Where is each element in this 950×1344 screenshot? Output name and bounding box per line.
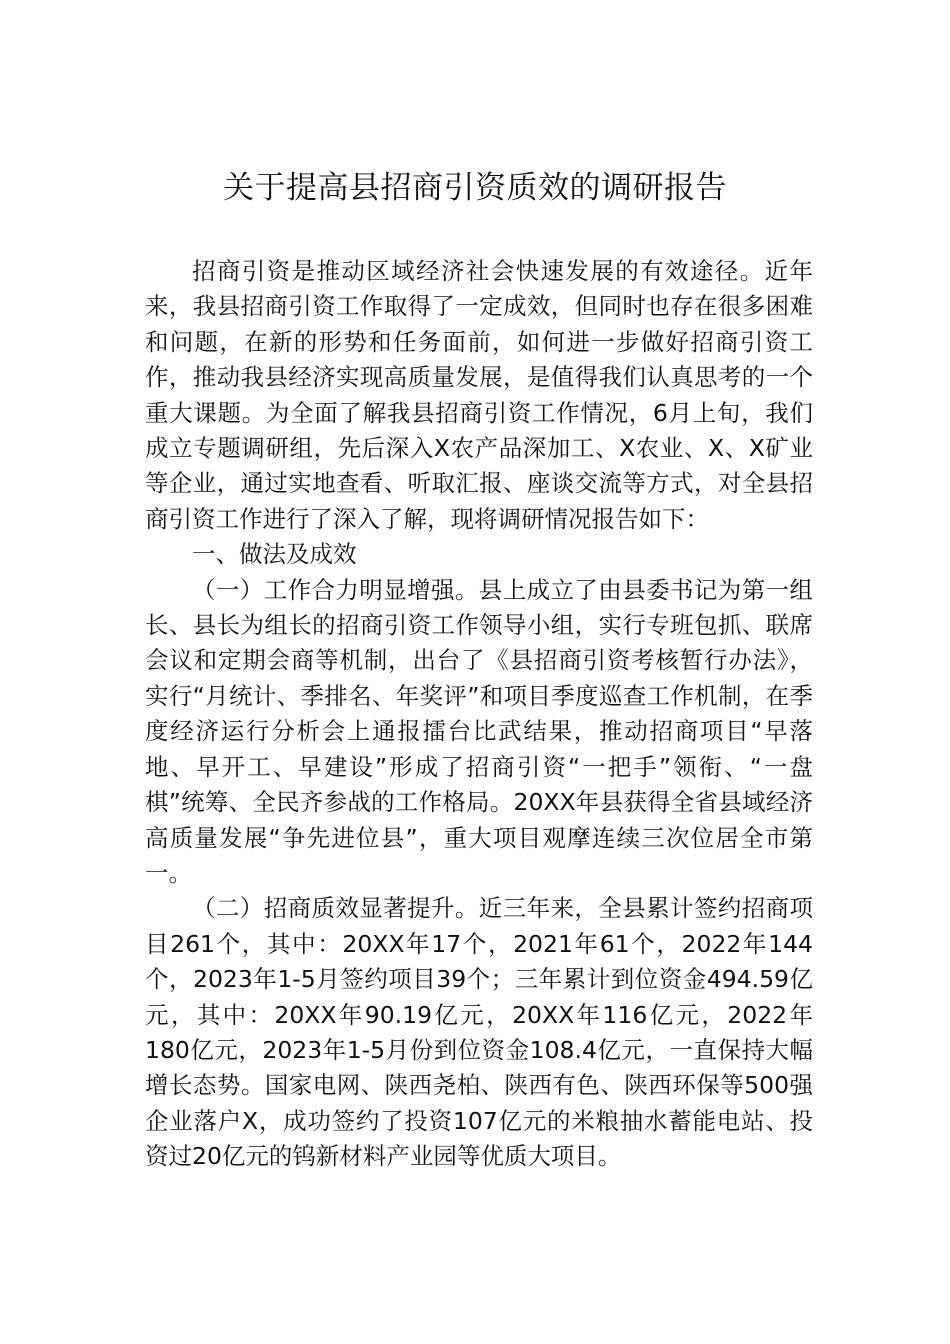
paragraph-synergy: （一）工作合力明显增强。县上成立了由县委书记为第一组长、县长为组长的招商引资工作领导小组，实行专班包抓、联席会议和定期会商等机制，出台了《县招商引资考核暂行办法》，实行“月统计、季排名、年奖评”和项目季度巡查工作机制，在季度经济运行分析会上通报擂台比武结果，推动招商项目“早落地、早开工、早建设”形成了招商引资“一把手”领衔、“一盘棋”统筹、全民齐参战的工作格局。20XX年县获得全省县域经济高质量发展“争先进位县”，重大项目观摩连续三次位居全市第一。: [145, 575, 813, 887]
paragraph-quality: （二）招商质效显著提升。近三年来，全县累计签约招商项目261个，其中：20XX年17个，2021年61个，2022年144个，2023年1-5月签约项目39个；三年累计到位资金494.59亿元，其中：20XX年90.19亿元，20XX年116亿元，2022年180亿元，2023年1-5月份到位资金108.4亿元，一直保持大幅增长态势。国家电网、陕西尧柏、陕西有色、陕西环保等500强企业落户X，成功签约了投资107亿元的米粮抽水蓄能电站、投资过20亿元的钨新材料产业园等优质大项目。: [145, 894, 813, 1171]
paragraph-intro: 招商引资是推动区域经济社会快速发展的有效途径。近年来，我县招商引资工作取得了一定成效，但同时也存在很多困难和问题，在新的形势和任务面前，如何进一步做好招商引资工作，推动我县经济实现高质量发展，是值得我们认真思考的一个重大课题。为全面了解我县招商引资工作情况，6月上旬，我们成立专题调研组，先后深入X农产品深加工、X农业、X、X矿业等企业，通过实地查看、听取汇报、座谈交流等方式，对全县招商引资工作进行了深入了解，现将调研情况报告如下：: [145, 257, 813, 533]
section-heading-practices: 一、做法及成效: [192, 540, 357, 569]
document-body: [145, 254, 813, 1175]
document-title: 关于提高县招商引资质效的调研报告: [223, 170, 727, 206]
